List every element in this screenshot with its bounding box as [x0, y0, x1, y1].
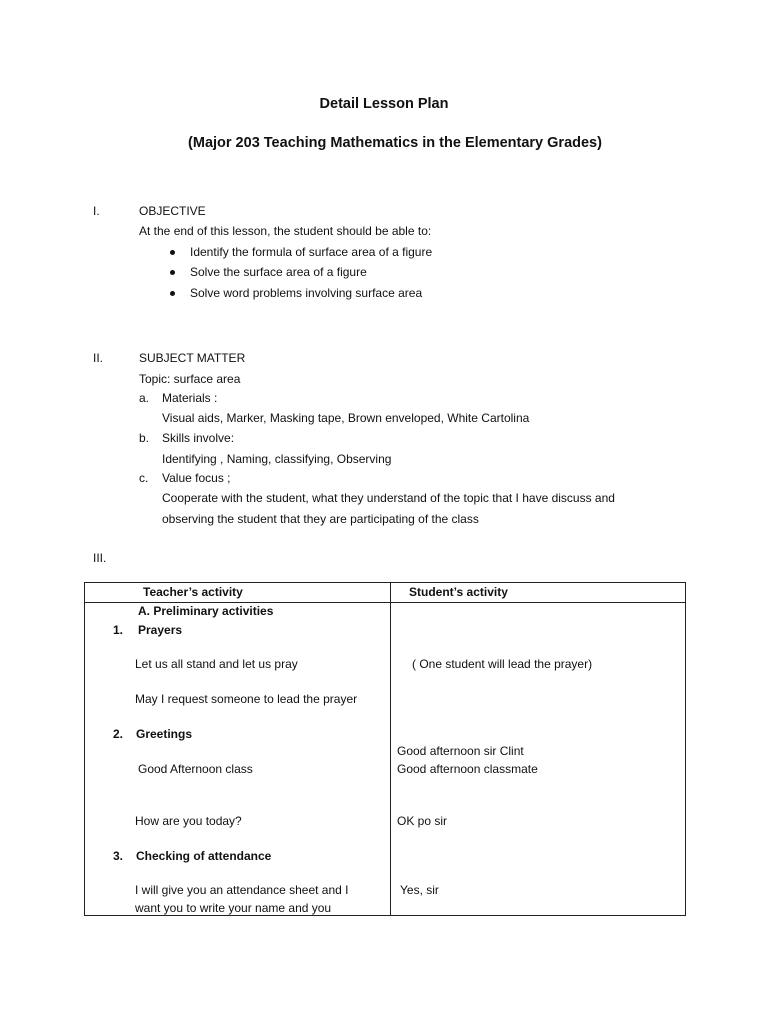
item-label: Materials :	[162, 391, 218, 405]
step-number: 1.	[113, 623, 124, 637]
step-prayers: Prayers	[138, 623, 183, 637]
student-line: ( One student will lead the prayer)	[412, 657, 593, 671]
student-line: Good afternoon sir Clint	[397, 744, 524, 758]
section-number-procedure: III.	[93, 551, 107, 565]
item-text: Identifying , Naming, classifying, Observing	[162, 452, 392, 466]
item-label: Skills involve:	[162, 431, 235, 445]
item-label: Value focus ;	[162, 471, 231, 485]
header-cell-student	[391, 583, 686, 603]
section-heading-objective: OBJECTIVE	[139, 204, 206, 218]
bullet-dot-icon	[170, 250, 175, 255]
objective-bullet: Solve word problems involving surface area	[190, 286, 423, 300]
teacher-activity-cell	[85, 603, 391, 916]
teacher-line: Let us all stand and let us pray	[135, 657, 298, 671]
step-number: 3.	[113, 849, 124, 863]
objective-bullet: Solve the surface area of a figure	[190, 265, 367, 279]
header-teacher-activity: Teacher’s activity	[143, 585, 243, 599]
item-text-continued: observing the student that they are participating of the class	[162, 512, 479, 526]
section-heading-subject-matter: SUBJECT MATTER	[139, 351, 246, 365]
activity-table	[84, 582, 686, 916]
teacher-line: How are you today?	[135, 814, 242, 828]
teacher-line: Good Afternoon class	[138, 762, 253, 776]
student-line: OK po sir	[397, 814, 448, 828]
bullet-dot-icon	[170, 270, 175, 275]
page-subtitle: (Major 203 Teaching Mathematics in the Elementary Grades)	[188, 135, 602, 151]
item-text: Cooperate with the student, what they understand of the topic that I have discuss and	[162, 491, 615, 505]
student-line: Yes, sir	[400, 883, 439, 897]
objective-intro: At the end of this lesson, the student should be able to:	[139, 224, 432, 238]
bullet-dot-icon	[170, 291, 175, 296]
section-a-heading: A. Preliminary activities	[138, 604, 274, 618]
teacher-line: I will give you an attendance sheet and I	[135, 883, 349, 897]
teacher-line: May I request someone to lead the prayer	[135, 692, 358, 706]
header-cell-teacher	[85, 583, 391, 603]
item-letter: a.	[139, 391, 150, 405]
objective-bullet: Identify the formula of surface area of a figure	[190, 245, 433, 259]
subject-topic: Topic: surface area	[139, 372, 241, 386]
section-number-objective: I.	[93, 204, 100, 218]
student-line: Good afternoon classmate	[397, 762, 538, 776]
page-title: Detail Lesson Plan	[319, 96, 449, 112]
step-number: 2.	[113, 727, 124, 741]
item-letter: c.	[139, 471, 149, 485]
header-student-activity: Student’s activity	[409, 585, 508, 599]
item-letter: b.	[139, 431, 150, 445]
teacher-line: want you to write your name and you	[135, 901, 332, 915]
student-activity-cell	[391, 603, 686, 916]
step-checking-attendance: Checking of attendance	[136, 849, 272, 863]
step-greetings: Greetings	[136, 727, 193, 741]
section-number-subject-matter: II.	[93, 351, 104, 365]
item-text: Visual aids, Marker, Masking tape, Brown enveloped, White Cartolina	[162, 411, 530, 425]
